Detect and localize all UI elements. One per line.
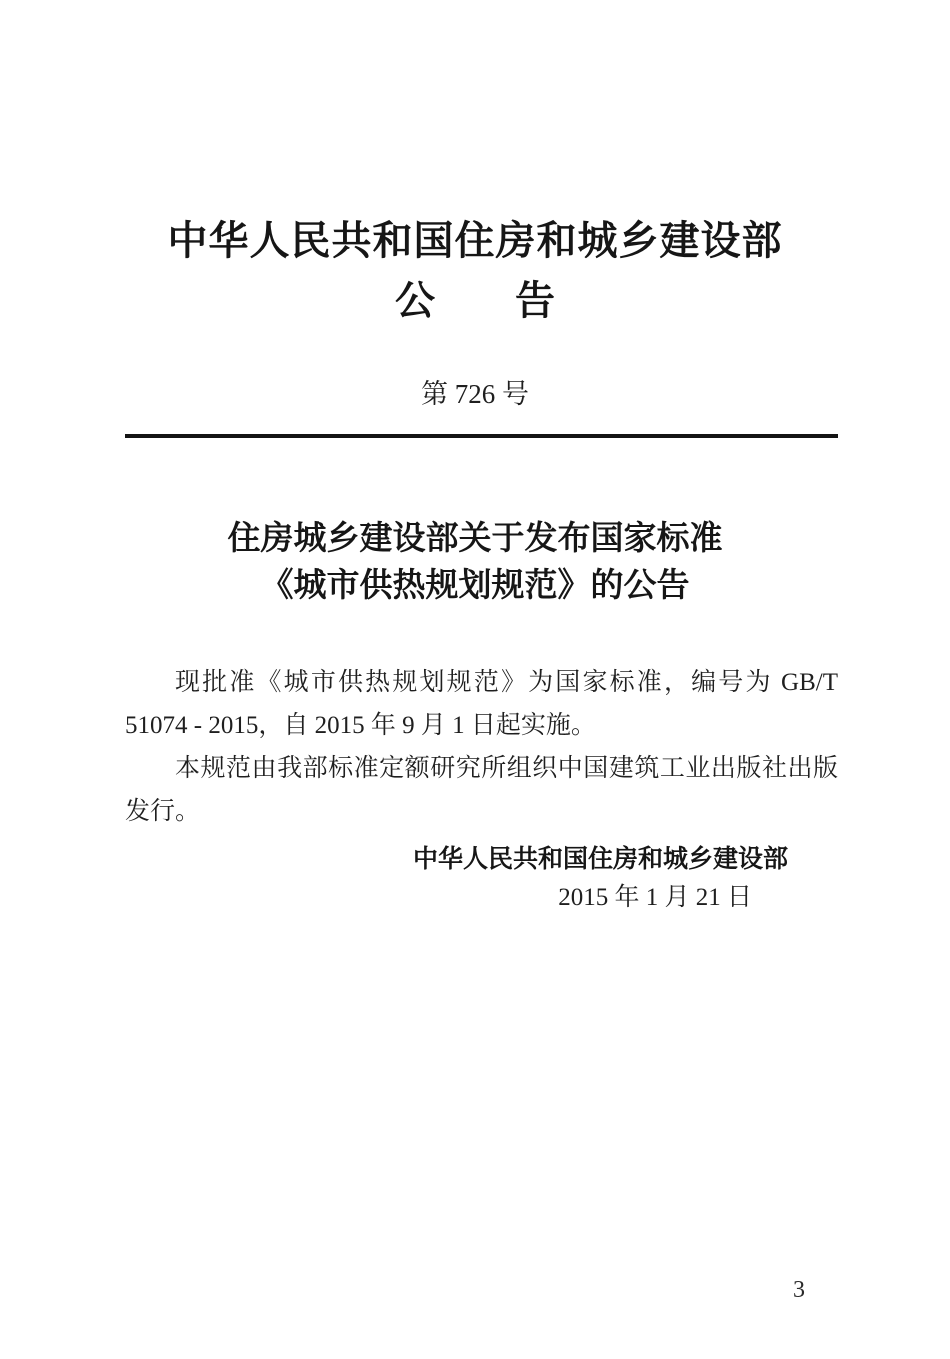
announcement-number: 第 726 号 <box>421 379 529 409</box>
signature-date: 2015 年 1 月 21 日 <box>558 884 752 911</box>
body-paragraph-1: 现批准《城市供热规划规范》为国家标准，编号为 GB/T 51074 - 2015，自 2015 年 9 月 1 日起实施。 <box>125 669 838 739</box>
notice-body <box>125 661 838 833</box>
body-paragraph-2: 本规范由我部标准定额研究所组织中国建筑工业出版社出版发行。 <box>125 755 838 825</box>
header-announcement-word: 公 告 <box>395 279 555 323</box>
page-number: 3 <box>793 1277 805 1303</box>
horizontal-rule <box>125 434 838 438</box>
header-ministry-title: 中华人民共和国住房和城乡建设部 <box>167 219 783 263</box>
notice-title-line1: 住房城乡建设部关于发布国家标准 <box>227 519 723 556</box>
notice-title-line2: 《城市供热规划规范》的公告 <box>260 566 690 603</box>
signature-ministry: 中华人民共和国住房和城乡建设部 <box>412 845 788 873</box>
